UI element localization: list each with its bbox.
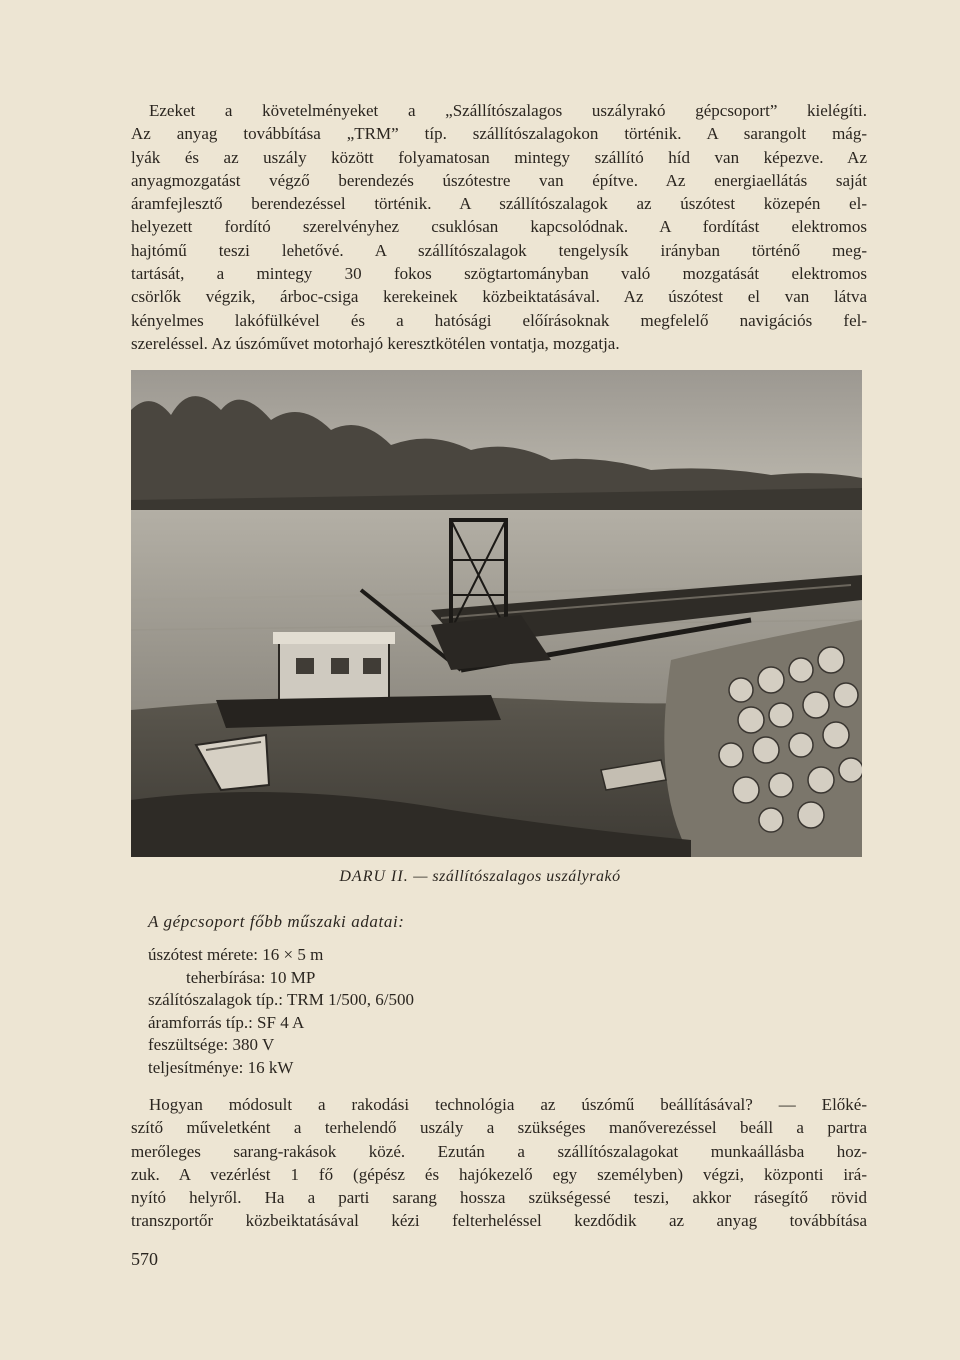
text-line: anyagmozgatást végző berendezés úszótestre van építve. Az energiaellátás saját: [131, 170, 867, 190]
text-line: merőleges sarang-rakások közé. Ezután a szállítószalagokat munkaállásba hoz-: [131, 1141, 867, 1161]
river-barge-loader-photo: [131, 370, 862, 857]
spec-value: 380 V: [232, 1035, 275, 1055]
caption-dash: —: [413, 868, 428, 885]
text-line: Ezeket a követelményeket a „Szállítószalagos uszályrakó gépcsoport” kielégíti.: [149, 101, 867, 120]
spec-value: TRM 1/500, 6/500: [286, 990, 415, 1010]
spec-value: SF 4 A: [257, 1012, 305, 1032]
text-line: nyító helyről. Ha a parti sarang hossza szükségessé teszi, akkor rásegítő rövid: [131, 1188, 867, 1208]
text-line: zuk. A vezérlést 1 fő (gépész és hajókezelő egy személyben) végzi, központi irá-: [131, 1164, 867, 1184]
spec-value: 10 MP: [269, 967, 316, 987]
text-line: csörlők végzik, árboc-csiga kerekeinek közbeiktatásával. Az úszótest el van látva: [131, 287, 867, 307]
body-paragraph-1: [131, 99, 867, 355]
spec-row: [148, 989, 414, 1012]
text-line: Az anyag továbbítása „TRM” típ. szállítószalagokon történik. A sarangolt mág-: [131, 124, 867, 144]
spec-label: teljesítménye:: [148, 1057, 244, 1077]
spec-value: 16 kW: [247, 1057, 294, 1077]
spec-label: szálítószalagok típ.:: [148, 990, 284, 1010]
text-line: transzportőr közbeiktatásával kézi felterheléssel kezdődik az anyag továbbítása: [131, 1211, 867, 1231]
page-number: 570: [131, 1249, 158, 1269]
text-line: lyák és az uszály között folyamatosan mintegy szállító híd van képezve. Az: [131, 147, 867, 167]
spec-label: feszültsége:: [148, 1035, 229, 1055]
text-line: Hogyan módosult a rakodási technológia az úszómű beállításával? — Előké-: [149, 1095, 867, 1114]
spec-label: úszótest mérete:: [148, 945, 258, 964]
specs-list: [148, 944, 414, 1080]
spec-row: [148, 1012, 414, 1035]
text-line: helyezett fordító szerelvényhez csuklósan kapcsolódnak. A fordítást elektromos: [131, 217, 867, 237]
text-line: szítő műveletként a terhelendő uszály a szükséges manőverezéssel beáll a partra: [131, 1118, 867, 1138]
text-line: hajtómű teszi lehetővé. A szállítószalagok tengelysík irányban történő meg-: [131, 240, 867, 260]
body-paragraph-2: [131, 1093, 867, 1233]
specs-heading: A gépcsoport főbb műszaki adatai:: [148, 912, 405, 931]
spec-row: [148, 967, 414, 990]
spec-label: áramforrás típ.:: [148, 1012, 253, 1032]
spec-row: [148, 944, 414, 967]
spec-row: [148, 1034, 414, 1057]
text-line: szereléssel. Az úszóművet motorhajó keresztkötélen vontatja, mozgatja.: [131, 333, 620, 353]
spec-label: teherbírása:: [186, 967, 266, 987]
figure-caption: [0, 868, 960, 886]
spec-value: 16 × 5 m: [262, 945, 324, 964]
caption-ident: DARU II.: [339, 868, 409, 885]
caption-text: szállítószalagos uszályrakó: [432, 868, 621, 885]
text-line: kényelmes lakófülkével és a hatósági előírásoknak megfelelő navigációs fel-: [131, 310, 867, 330]
text-line: áramfejlesztő berendezéssel történik. A szállítószalagok az úszótest közepén el-: [131, 194, 867, 214]
spec-row: [148, 1057, 414, 1080]
text-line: tartását, a mintegy 30 fokos szögtartományban való mozgatását elektromos: [131, 264, 867, 284]
